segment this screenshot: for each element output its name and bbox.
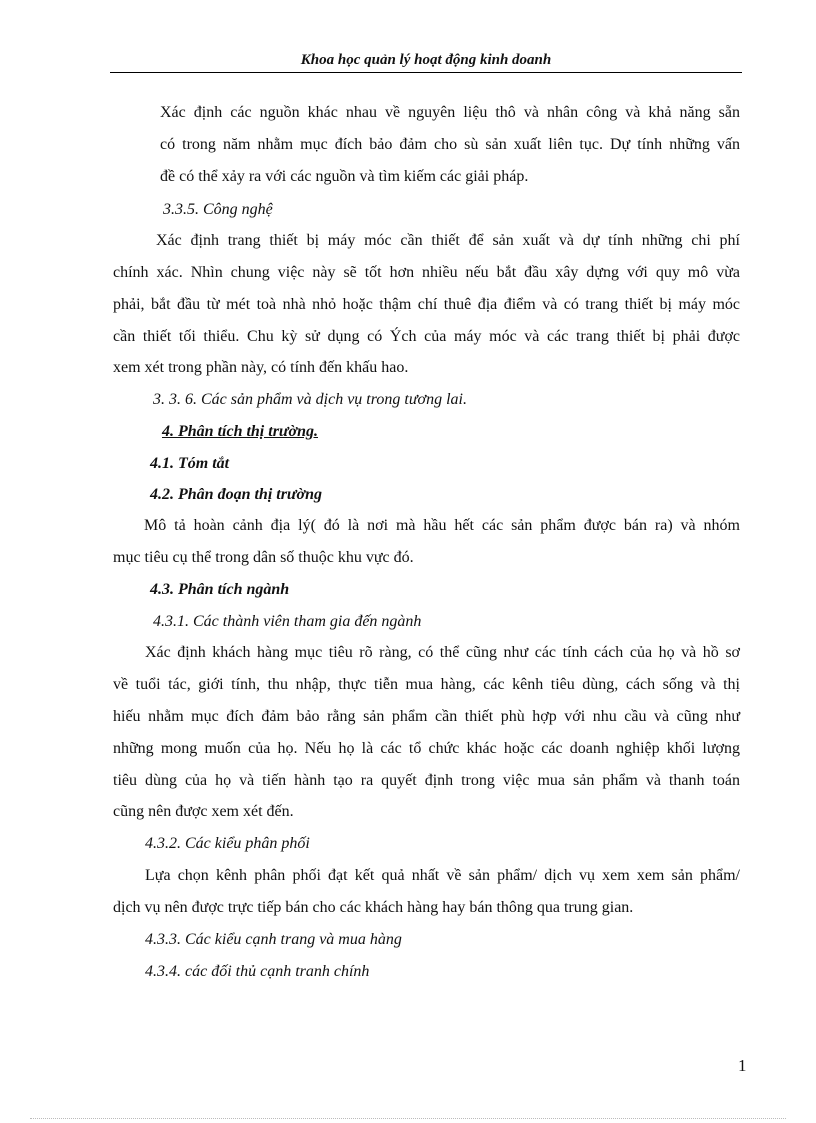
body-line: đề có thể xảy ra với các nguồn và tìm kiếm các giải pháp. xyxy=(160,168,529,185)
body-line: Xác định trang thiết bị máy móc cần thiết để sản xuất và dự tính những chi phí xyxy=(156,232,740,249)
body-line: cũng nên được xem xét đến. xyxy=(113,803,294,820)
body-line: tiêu dùng của họ và tiến hành tạo ra quyết định trong việc mua sản phẩm và thanh toán xyxy=(113,772,740,789)
body-line: Xác định khách hàng mục tiêu rõ ràng, có thể cũng như các tính cách của họ và hồ sơ xyxy=(145,644,740,661)
body-line: chính xác. Nhìn chung việc này sẽ tốt hơn nhiều nếu bắt đầu xây dựng với quy mô vừa xyxy=(113,264,740,281)
page-bottom-divider xyxy=(30,1118,786,1119)
body-line: hiếu nhằm mục đích đảm bảo rằng sản phẩm cần thiết phù hợp với nhu cầu và cũng như xyxy=(113,708,740,725)
body-line: những mong muốn của họ. Nếu họ là các tổ chức khác hoặc các doanh nghiệp khối lượng xyxy=(113,740,740,757)
heading-4-3-4: 4.3.4. các đối thủ cạnh tranh chính xyxy=(145,963,370,980)
body-line: Lựa chọn kênh phân phối đạt kết quả nhất về sản phẩm/ dịch vụ xem xem sản phẩm/ xyxy=(145,867,740,884)
heading-3-3-6: 3. 3. 6. Các sản phẩm và dịch vụ trong tương lai. xyxy=(153,391,467,408)
body-line: cần thiết tối thiểu. Chu kỳ sử dụng có Ých của máy móc và các trang thiết bị phải được xyxy=(113,328,740,345)
body-line: Mô tả hoàn cảnh địa lý( đó là nơi mà hầu hết các sản phẩm được bán ra) và nhóm xyxy=(144,517,740,534)
body-line: xem xét trong phần này, có tính đến khấu hao. xyxy=(113,359,409,376)
heading-4-3-2: 4.3.2. Các kiểu phân phối xyxy=(145,835,310,852)
body-line: phải, bắt đầu từ mét toà nhà nhỏ hoặc thậm chí thuê địa điểm và có trang thiết bị máy móc xyxy=(113,296,740,313)
body-line: dịch vụ nên được trực tiếp bán cho các khách hàng hay bán thông qua trung gian. xyxy=(113,899,634,916)
heading-4-1: 4.1. Tóm tắt xyxy=(150,455,230,472)
body-line: Xác định các nguồn khác nhau về nguyên liệu thô và nhân công và khả năng sẵn xyxy=(160,104,740,121)
heading-4-3: 4.3. Phân tích ngành xyxy=(150,581,290,598)
body-line: mục tiêu cụ thể trong dân số thuộc khu vực đó. xyxy=(113,549,414,566)
page-header-title: Khoa học quản lý hoạt động kinh doanh xyxy=(300,52,552,68)
heading-4-3-1: 4.3.1. Các thành viên tham gia đến ngành xyxy=(153,613,422,630)
heading-3-3-5: 3.3.5. Công nghệ xyxy=(163,201,273,218)
heading-4: 4. Phân tích thị trường. xyxy=(162,423,318,440)
heading-4-3-3: 4.3.3. Các kiểu cạnh trang và mua hàng xyxy=(145,931,402,948)
body-line: có trong năm nhằm mục đích bảo đảm cho sù sản xuất liên tục. Dự tính những vấn xyxy=(160,136,740,153)
heading-4-2: 4.2. Phân đoạn thị trường xyxy=(150,486,322,503)
page-number: 1 xyxy=(738,1056,747,1075)
body-line: về tuổi tác, giới tính, thu nhập, thực tiễn mua hàng, các kênh tiêu dùng, cách sống và thị xyxy=(113,676,740,693)
header-rule xyxy=(110,72,742,73)
